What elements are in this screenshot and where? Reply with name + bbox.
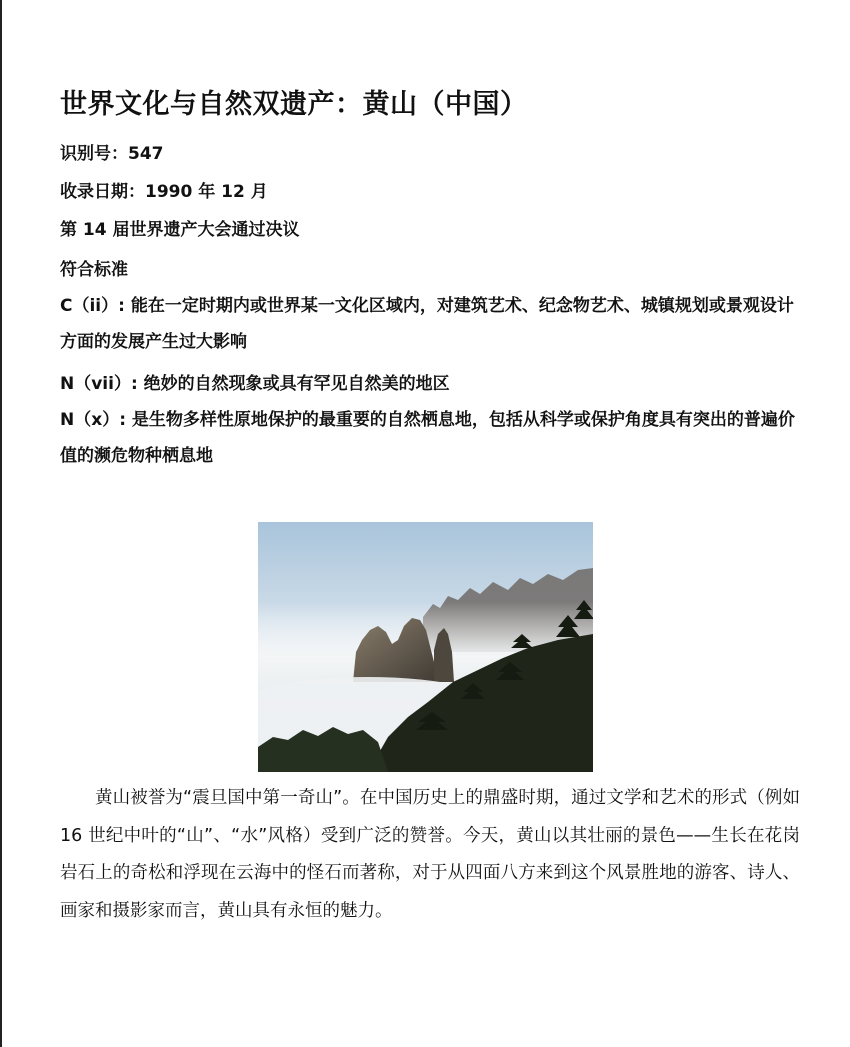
criterion-natural-vii: N（vii）: 绝妙的自然现象或具有罕见自然美的地区 <box>60 374 450 394</box>
huangshan-landscape-image <box>258 522 593 772</box>
criterion-cultural-ii: C（ii）: 能在一定时期内或世界某一文化区域内，对建筑艺术、纪念物艺术、城镇规划或景观设计方面的发展产生过大影响 <box>60 296 794 352</box>
identification-number: 识别号：547 <box>60 144 164 164</box>
criterion-natural-x: N（x）: 是生物多样性原地保护的最重要的自然栖息地，包括从科学或保护角度具有突出的普遍价值的濒危物种栖息地 <box>60 410 795 466</box>
criteria-heading: 符合标准 <box>60 260 128 280</box>
session-decision: 第 14 届世界遗产大会通过决议 <box>60 220 300 240</box>
huangshan-photo <box>258 522 593 772</box>
description-paragraph: 黄山被誉为“震旦国中第一奇山”。在中国历史上的鼎盛时期，通过文学和艺术的形式（例如 16 世纪中叶的“山”、“水”风格）受到广泛的赞誉。今天，黄山以其壮丽的景色——生长在花岗岩石上的奇松和浮现在云海中的怪石而著称，对于从四面八方来到这个风景胜地的游客、诗人、画家和摄影家而言，黄山具有永恒的魅力。 <box>60 788 800 921</box>
page-left-border <box>0 0 2 1047</box>
document-title: 世界文化与自然双遗产：黄山（中国） <box>60 89 528 120</box>
inscription-date: 收录日期：1990 年 12 月 <box>60 182 268 202</box>
